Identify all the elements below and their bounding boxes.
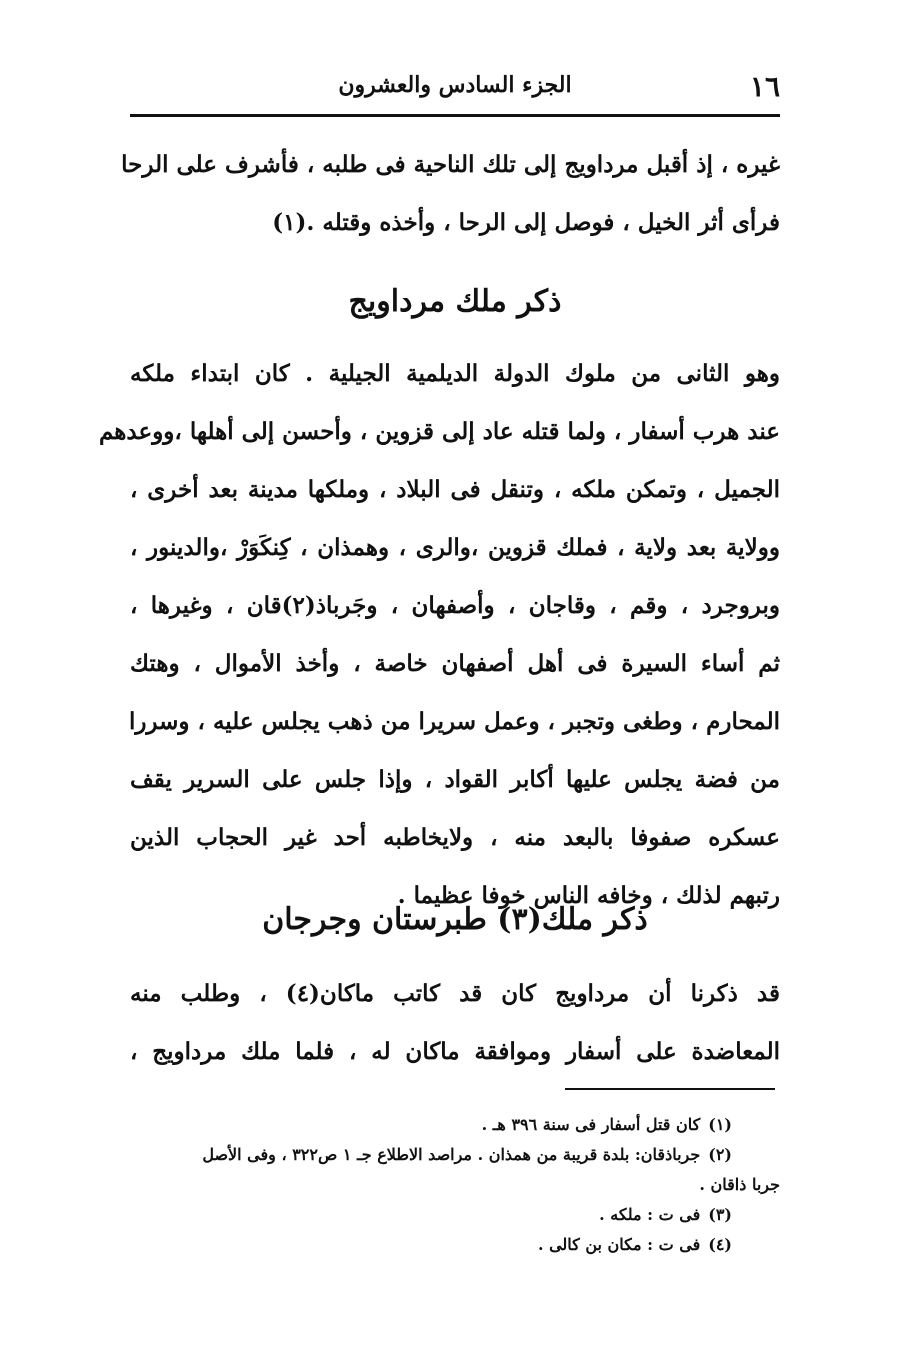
text-line: المعاضدة على أسفار وموافقة ماكان له ، فلما ملك مرداويج ، [130,1038,780,1065]
text-line: المحارم ، وطغى وتجبر ، وعمل سريرا من ذهب يجلس عليه ، وسررا [128,708,780,735]
text-line: وولاية بعد ولاية ، فملك قزوين ،والرى ، وهمذان ، كِنكَوَرْ ،والدينور ، [130,534,780,561]
page-number: ١٦ [749,70,780,103]
text-line: الجميل ، وتمكن ملكه ، وتنقل فى البلاد ، وملكها مدينة بعد أخرى ، [130,476,780,503]
footnote-text: جرباذقان: بلدة قريبة من همذان . مراصد الاطلاع جـ ١ ص٣٢٢ ، وفى الأصل [202,1145,701,1164]
paragraph-1 [121,136,780,252]
text-line: عند هرب أسفار ، ولما قتله عاد إلى قزوين ، وأحسن إلى أهلها ،ووعدهم [98,418,780,445]
text-line: وهو الثانى من ملوك الدولة الديلمية الجيلية . كان ابتداء ملكه [130,360,780,387]
footnote-number: (٣) [708,1205,732,1224]
text-line: ثم أساء السيرة فى أهل أصفهان خاصة ، وأخذ الأموال ، وهتك [130,650,780,677]
footnote [125,1140,780,1170]
footnote-number: (٤) [708,1235,732,1254]
text-line: من فضة يجلس عليها أكابر القواد ، وإذا جلس على السرير يقف [130,766,780,793]
footnote [125,1200,780,1230]
paragraph-3 [130,965,780,1081]
text-line: غيره ، إذ أقبل مرداويج إلى تلك الناحية فى طلبه ، فأشرف على الرحا [121,151,780,178]
footnote-text: فى ت : ملكه . [599,1205,701,1224]
footnote-text: كان قتل أسفار فى سنة ٣٩٦ هـ . [481,1115,701,1134]
footnote-text: جربا ذاقان . [699,1175,780,1194]
footnotes [125,1110,780,1260]
paragraph-2 [98,345,780,925]
footnote-number: (٢) [708,1145,732,1164]
section-heading: ذكر ملك(٣) طبرستان وجرجان [262,902,648,937]
footnote-text: فى ت : مكان بن كالى . [537,1235,701,1254]
header-rule [130,114,780,117]
running-title: الجزء السادس والعشرون [338,72,572,98]
section-heading: ذكر ملك مرداويج [348,284,562,319]
footnote-rule [565,1088,775,1090]
footnote [125,1110,780,1140]
footnote-continuation [125,1170,780,1200]
text-line: عسكره صفوفا بالبعد منه ، ولايخاطبه أحد غير الحجاب الذين [130,824,780,851]
page-header [130,70,780,104]
text-line: وبروجرد ، وقم ، وقاجان ، وأصفهان ، وجَرباذ(٢)قان ، وغيرها ، [130,592,780,619]
footnote-number: (١) [708,1115,732,1134]
footnote [125,1230,780,1260]
text-line: رتبهم لذلك ، وخافه الناس خوفا عظيما . [397,882,780,909]
text-line: قد ذكرنا أن مرداويج كان قد كاتب ماكان(٤) ، وطلب منه [130,980,781,1007]
text-line: فرأى أثر الخيل ، فوصل إلى الرحا ، وأخذه وقتله .(١) [272,209,780,236]
